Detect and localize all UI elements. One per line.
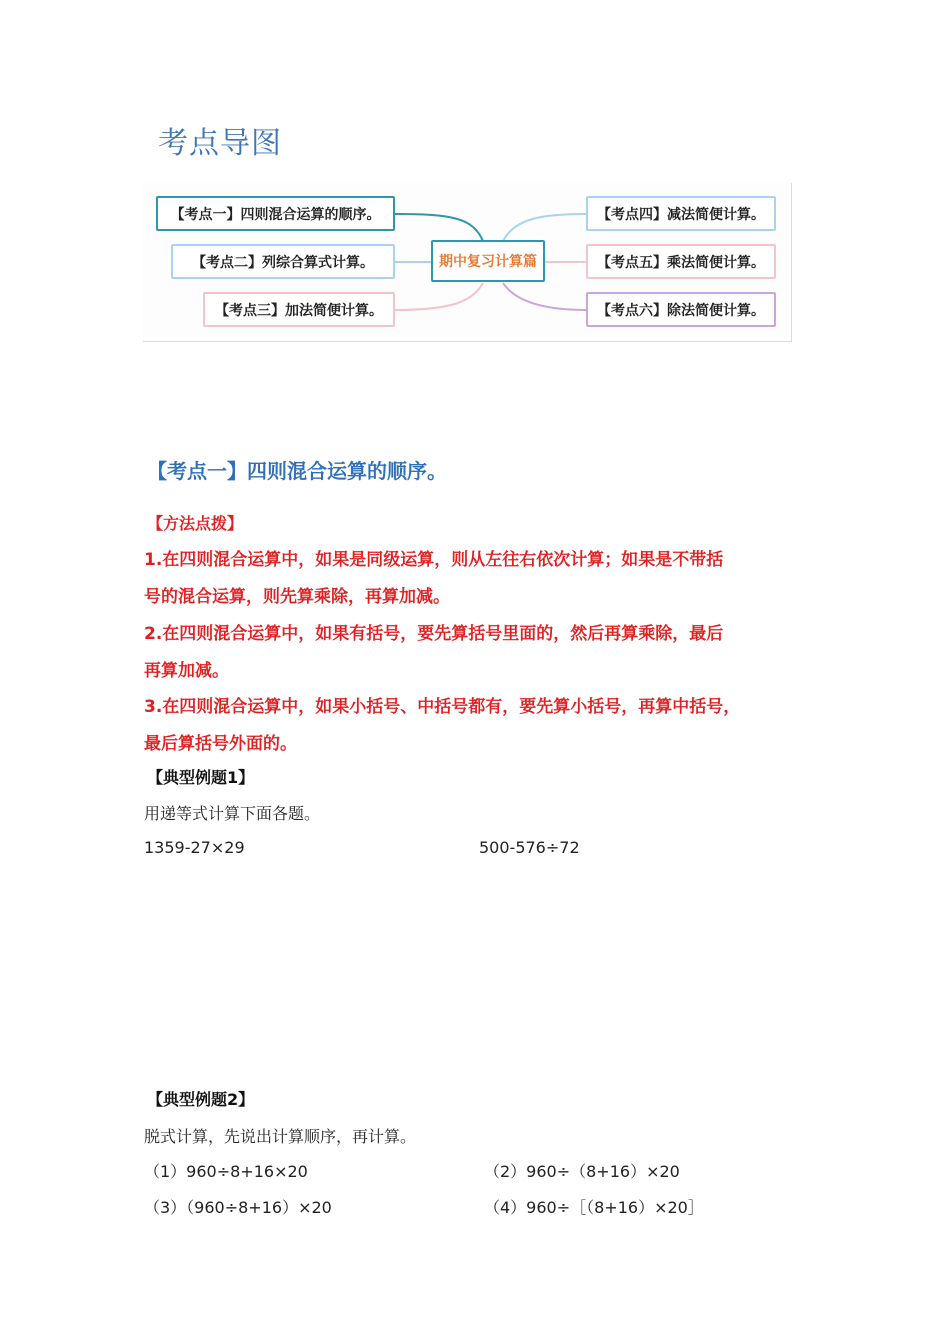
example1-problem-1: 1359-27×29 (144, 838, 245, 857)
method-line-4: 再算加减。 (144, 661, 229, 681)
example2-problem-4: （4）960÷［（8+16）×20］ (484, 1198, 704, 1217)
example1-instruction: 用递等式计算下面各题。 (144, 804, 321, 823)
mindmap-node-6: 【考点六】除法简便计算。 (586, 292, 776, 327)
method-line-6: 最后算括号外面的。 (144, 734, 297, 754)
example1-heading: 【典型例题1】 (147, 768, 255, 787)
connector-1 (395, 214, 483, 241)
mindmap-center: 期中复习计算篇 (431, 240, 545, 282)
mindmap-node-1: 【考点一】四则混合运算的顺序。 (156, 196, 395, 231)
mindmap-node-2: 【考点二】列综合算式计算。 (171, 244, 395, 279)
mindmap-node-3: 【考点三】加法简便计算。 (203, 292, 395, 327)
example2-problem-3: （3）（960÷8+16）×20 (144, 1198, 332, 1217)
example1-problem-2: 500-576÷72 (479, 838, 580, 857)
method-line-5: 3.在四则混合运算中，如果小括号、中括号都有，要先算小括号，再算中括号， (144, 697, 741, 717)
mindmap-node-5: 【考点五】乘法简便计算。 (586, 244, 776, 279)
connector-3 (395, 283, 483, 310)
example2-heading: 【典型例题2】 (147, 1090, 255, 1109)
method-line-2: 号的混合运算，则先算乘除，再算加减。 (144, 587, 450, 607)
section-title: 【考点一】四则混合运算的顺序。 (147, 459, 447, 483)
mind-map (143, 183, 792, 342)
example2-problem-2: （2）960÷（8+16）×20 (484, 1162, 680, 1181)
connector-6 (503, 283, 586, 310)
example2-problem-1: （1）960÷8+16×20 (144, 1162, 308, 1181)
page-title: 考点导图 (158, 126, 282, 161)
method-line-3: 2.在四则混合运算中，如果有括号，要先算括号里面的，然后再算乘除，最后 (144, 624, 724, 644)
mindmap-node-4: 【考点四】减法简便计算。 (586, 196, 776, 231)
method-heading: 【方法点拨】 (147, 514, 244, 533)
example2-instruction: 脱式计算，先说出计算顺序，再计算。 (144, 1127, 417, 1146)
connector-4 (503, 214, 586, 241)
method-line-1: 1.在四则混合运算中，如果是同级运算，则从左往右依次计算；如果是不带括 (144, 550, 724, 570)
